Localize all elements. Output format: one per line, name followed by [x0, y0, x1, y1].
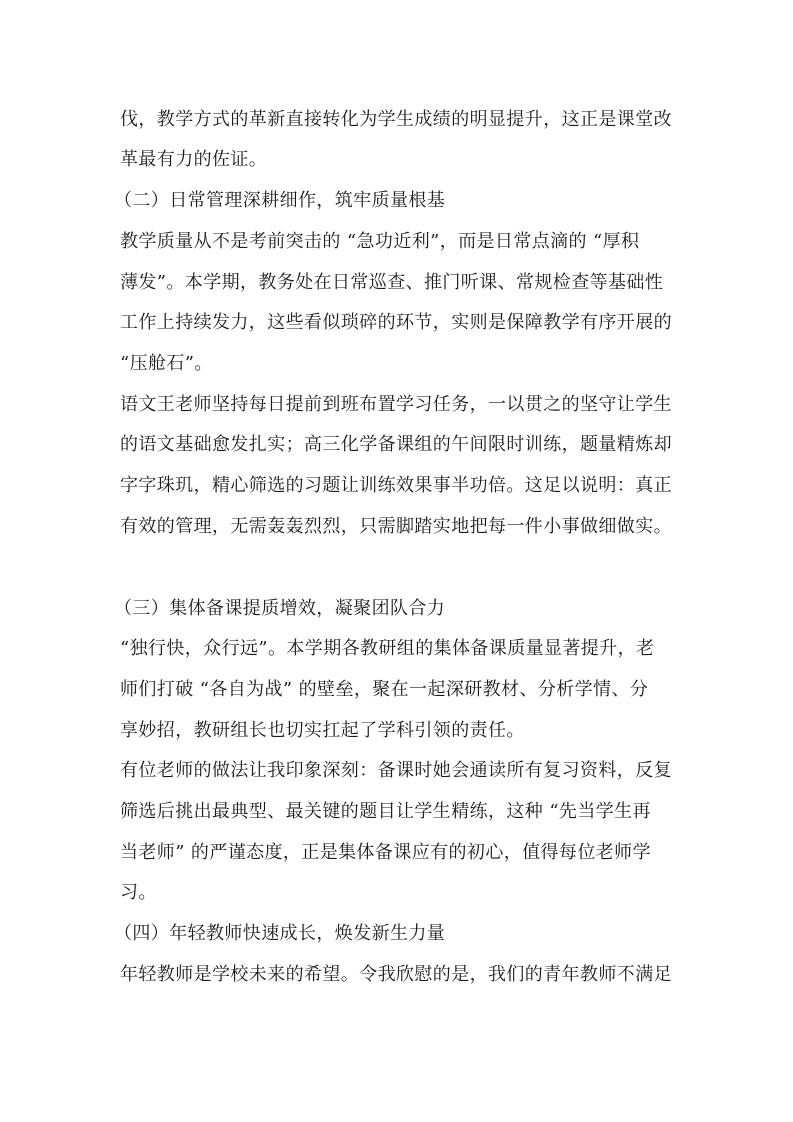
paragraph-line: 有效的管理，无需轰轰烈烈，只需脚踏实地把每一件小事做细做实。	[120, 516, 672, 537]
paragraph-line: “压舱石”。	[120, 353, 213, 374]
paragraph-line: 教学质量从不是考前突击的 “急功近利”，而是日常点滴的 “厚积	[120, 231, 640, 252]
paragraph-line: 筛选后挑出最典型、最关键的题目让学生精练，这种 “先当学生再	[120, 801, 651, 822]
paragraph-line: 习。	[120, 882, 157, 903]
paragraph-line: 字字珠玑，精心筛选的习题让训练效果事半功倍。这足以说明：真正	[120, 475, 672, 496]
paragraph-line: 享妙招，教研组长也切实扛起了学科引领的责任。	[120, 720, 525, 741]
section-heading: （二）日常管理深耕细作，筑牢质量根基	[114, 190, 446, 211]
paragraph-line: 工作上持续发力，这些看似琐碎的环节，实则是保障教学有序开展的	[120, 312, 672, 333]
paragraph-line: 革最有力的佐证。	[120, 149, 268, 170]
paragraph-line: 语文王老师坚持每日提前到班布置学习任务，一以贯之的坚守让学生	[120, 394, 672, 415]
section-heading: （四）年轻教师快速成长，焕发新生力量	[114, 923, 446, 944]
paragraph-line: 的语文基础愈发扎实；高三化学备课组的午间限时训练，题量精炼却	[120, 434, 672, 455]
paragraph-line: 师们打破 “各自为战” 的壁垒，聚在一起深研教材、分析学情、分	[120, 679, 649, 700]
paragraph-line: 当老师” 的严谨态度，正是集体备课应有的初心，值得每位老师学	[120, 842, 651, 863]
paragraph-line: 年轻教师是学校未来的希望。令我欣慰的是，我们的青年教师不满足	[120, 964, 672, 985]
section-heading: （三）集体备课提质增效，凝聚团队合力	[114, 598, 446, 619]
paragraph-line: 薄发”。本学期，教务处在日常巡查、推门听课、常规检查等基础性	[120, 272, 664, 293]
paragraph-line: 伐，教学方式的革新直接转化为学生成绩的明显提升，这正是课堂改	[120, 109, 672, 130]
paragraph-line: 有位老师的做法让我印象深刻：备课时她会通读所有复习资料，反复	[120, 760, 672, 781]
paragraph-line: “独行快，众行远”。本学期各教研组的集体备课质量显著提升，老	[120, 638, 655, 659]
